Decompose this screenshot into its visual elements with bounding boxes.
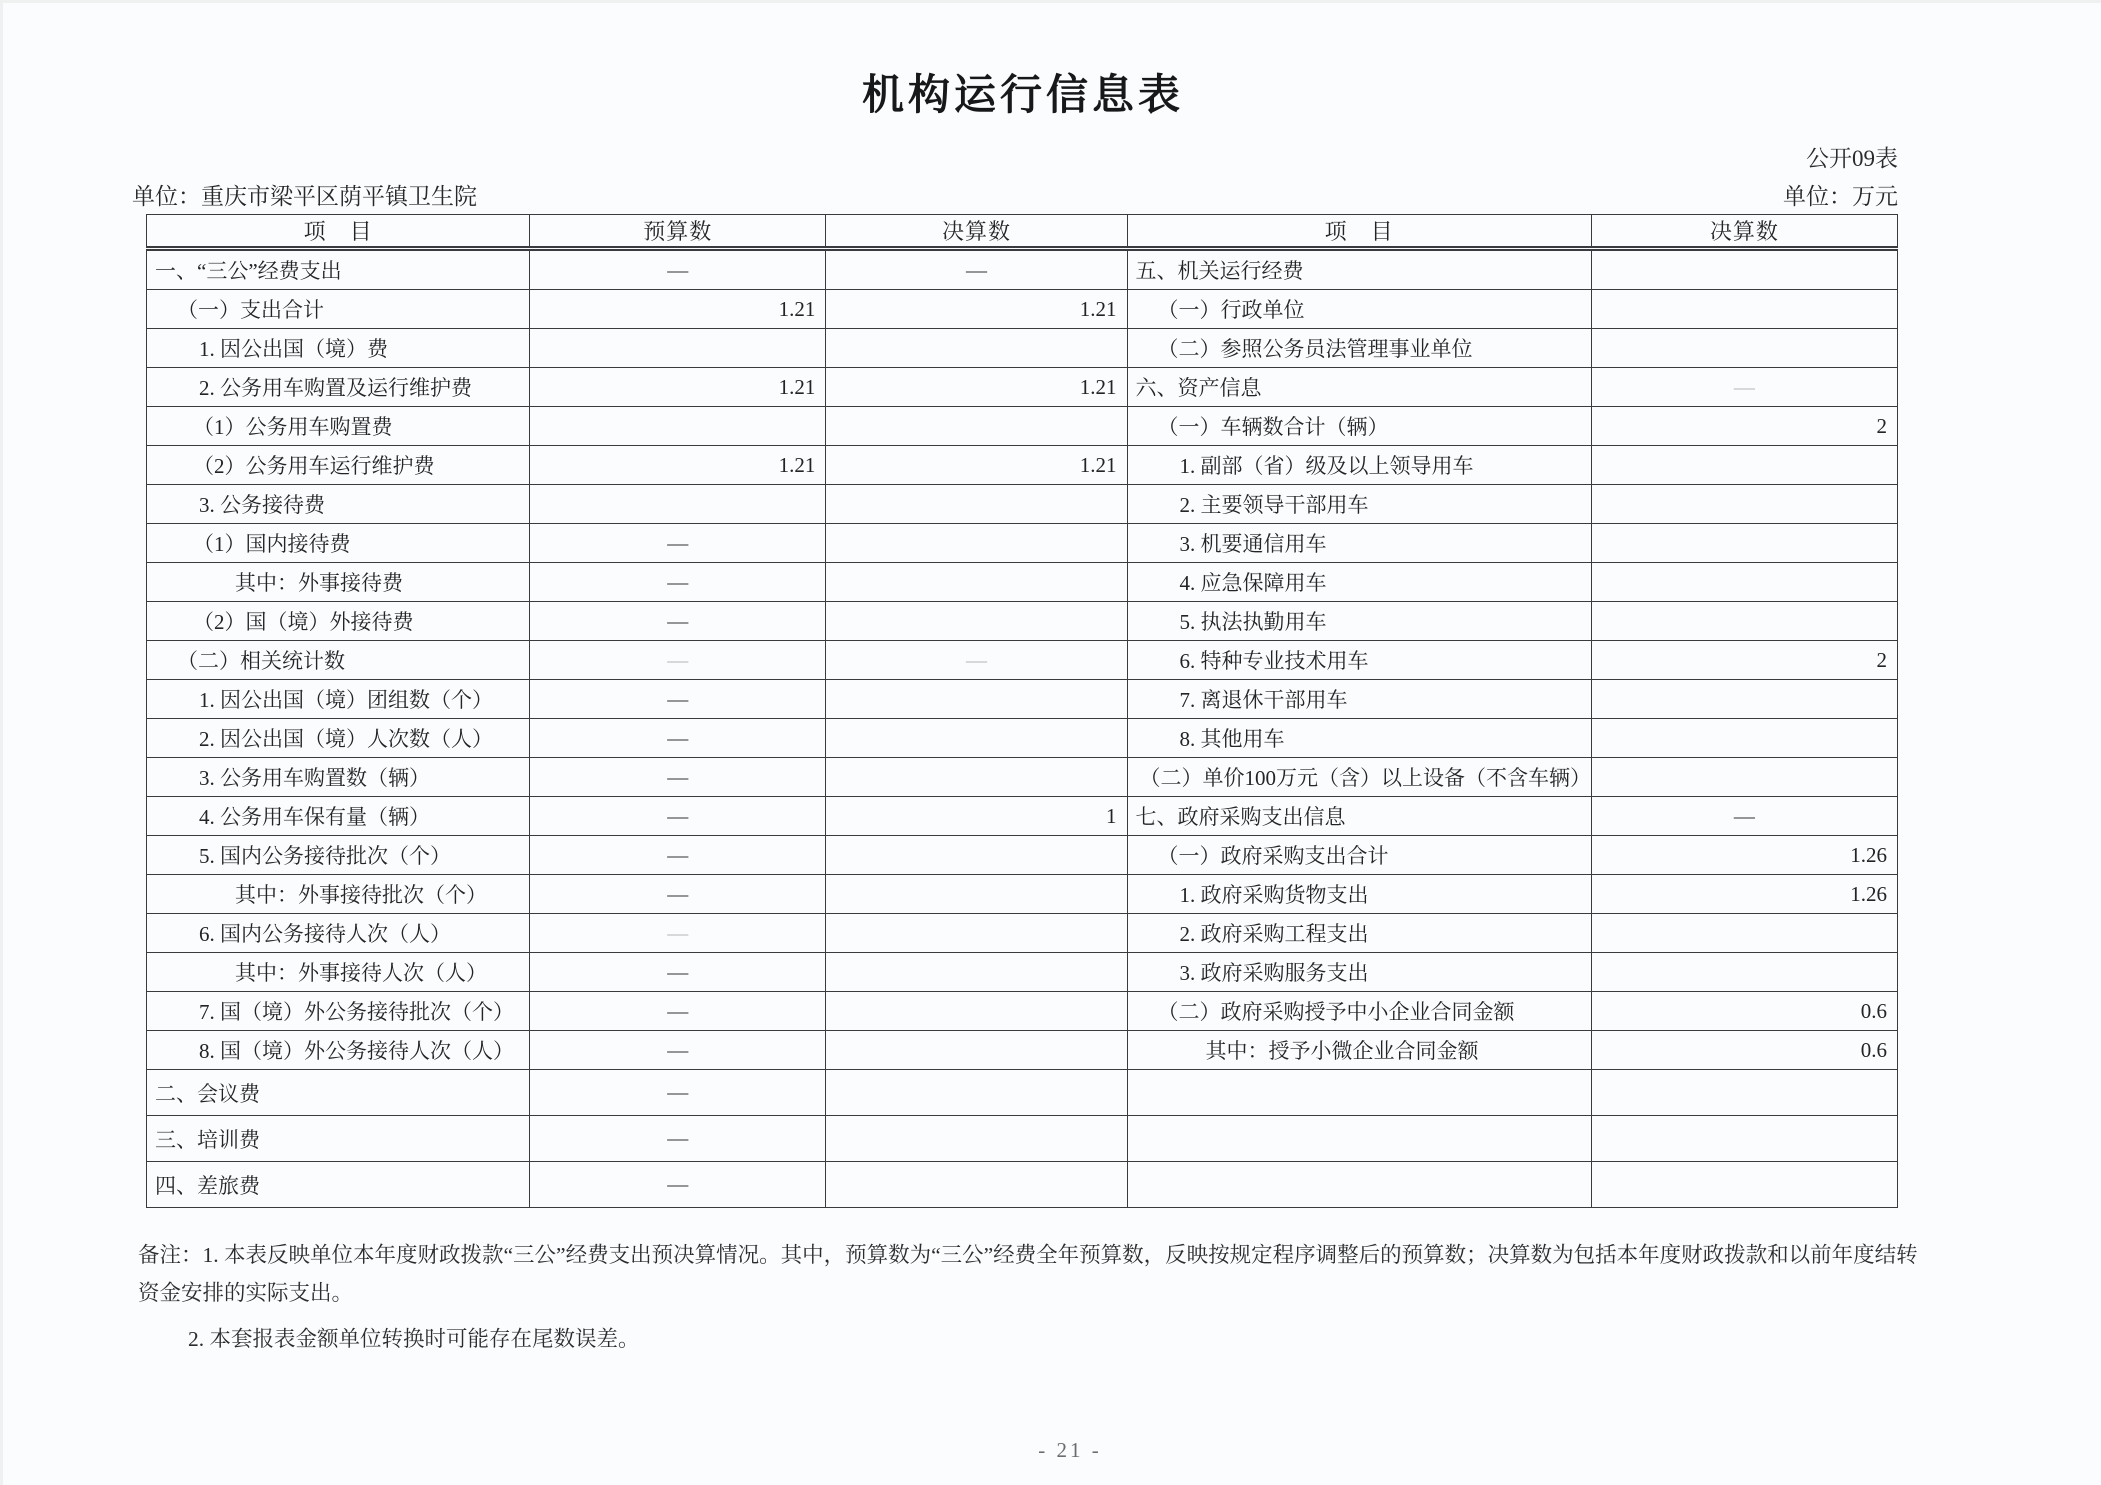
table-row — [147, 1031, 1898, 1070]
right-final-value-cell — [1591, 602, 1897, 641]
right-final-value-cell — [1591, 446, 1897, 485]
right-item-label-cell: 六、资产信息 — [1127, 368, 1591, 407]
right-item-label-cell: 1. 副部（省）级及以上领导用车 — [1127, 446, 1591, 485]
table-row — [147, 249, 1898, 290]
item-label-cell: 其中：外事接待批次（个） — [147, 875, 530, 914]
budget-value-cell: — — [530, 719, 826, 758]
budget-value-cell: — — [530, 1162, 826, 1208]
final-value-cell — [826, 602, 1127, 641]
right-item-label-cell: 7. 离退休干部用车 — [1127, 680, 1591, 719]
right-item-label-cell — [1127, 1162, 1591, 1208]
budget-value-cell: — — [530, 1116, 826, 1162]
item-label-cell: 一、“三公”经费支出 — [147, 249, 530, 290]
final-value-cell — [826, 875, 1127, 914]
item-label-cell: 三、培训费 — [147, 1116, 530, 1162]
currency-unit: 单位：万元 — [1783, 184, 1898, 209]
right-final-value-cell — [1591, 249, 1897, 290]
right-final-value-cell: 1.26 — [1591, 836, 1897, 875]
final-value-cell — [826, 719, 1127, 758]
right-final-value-cell — [1591, 1162, 1897, 1208]
header-final: 决算数 — [826, 215, 1127, 249]
final-value-cell — [826, 407, 1127, 446]
final-value-cell — [826, 1162, 1127, 1208]
table-row — [147, 563, 1898, 602]
budget-value-cell: — — [530, 758, 826, 797]
budget-value-cell: — — [530, 1031, 826, 1070]
scan-edge-artifact — [0, 0, 2101, 3]
right-item-label-cell: 6. 特种专业技术用车 — [1127, 641, 1591, 680]
right-item-label-cell: （二）政府采购授予中小企业合同金额 — [1127, 992, 1591, 1031]
scan-edge-artifact — [0, 0, 3, 1485]
right-final-value-cell: — — [1591, 368, 1897, 407]
table-row — [147, 1070, 1898, 1116]
final-value-cell — [826, 1070, 1127, 1116]
page-title: 机构运行信息表 — [861, 73, 1184, 119]
table-row — [147, 1162, 1898, 1208]
right-final-value-cell — [1591, 1116, 1897, 1162]
right-final-value-cell — [1591, 758, 1897, 797]
form-number: 公开09表 — [1806, 146, 1898, 171]
right-item-label-cell: 4. 应急保障用车 — [1127, 563, 1591, 602]
right-final-value-cell: 0.6 — [1591, 1031, 1897, 1070]
footnote-line-3: 2. 本套报表金额单位转换时可能存在尾数误差。 — [188, 1327, 640, 1351]
item-label-cell: （2）公务用车运行维护费 — [147, 446, 530, 485]
table-row — [147, 641, 1898, 680]
footnote-line-1: 备注：1. 本表反映单位本年度财政拨款“三公”经费支出预决算情况。其中，预算数为“三公”经费全年预算数，反映按规定程序调整后的预算数；决算数为包括本年度财政拨款和以前年度结转 — [138, 1243, 1918, 1267]
budget-value-cell: — — [530, 1070, 826, 1116]
final-value-cell: 1.21 — [826, 290, 1127, 329]
item-label-cell: 2. 因公出国（境）人次数（人） — [147, 719, 530, 758]
item-label-cell: （二）相关统计数 — [147, 641, 530, 680]
item-label-cell: 5. 国内公务接待批次（个） — [147, 836, 530, 875]
budget-value-cell: 1.21 — [530, 290, 826, 329]
header-budget: 预算数 — [530, 215, 826, 249]
final-value-cell — [826, 563, 1127, 602]
right-item-label-cell: 七、政府采购支出信息 — [1127, 797, 1591, 836]
table-row — [147, 914, 1898, 953]
item-label-cell: 8. 国（境）外公务接待人次（人） — [147, 1031, 530, 1070]
right-final-value-cell — [1591, 329, 1897, 368]
right-item-label-cell: （一）政府采购支出合计 — [1127, 836, 1591, 875]
item-label-cell: （1）公务用车购置费 — [147, 407, 530, 446]
budget-value-cell: 1.21 — [530, 368, 826, 407]
right-final-value-cell — [1591, 953, 1897, 992]
operations-info-table — [146, 214, 1898, 1208]
final-value-cell — [826, 1116, 1127, 1162]
budget-value-cell — [530, 329, 826, 368]
item-label-cell: 6. 国内公务接待人次（人） — [147, 914, 530, 953]
right-item-label-cell: 2. 主要领导干部用车 — [1127, 485, 1591, 524]
right-final-value-cell — [1591, 524, 1897, 563]
final-value-cell — [826, 524, 1127, 563]
footnote-line-2: 资金安排的实际支出。 — [138, 1281, 354, 1305]
right-final-value-cell: 2 — [1591, 407, 1897, 446]
table-row — [147, 758, 1898, 797]
final-value-cell: 1.21 — [826, 446, 1127, 485]
table-row — [147, 953, 1898, 992]
header-final-right: 决算数 — [1591, 215, 1897, 249]
item-label-cell: 1. 因公出国（境）团组数（个） — [147, 680, 530, 719]
table-row — [147, 524, 1898, 563]
final-value-cell — [826, 953, 1127, 992]
budget-value-cell: — — [530, 953, 826, 992]
budget-value-cell: — — [530, 524, 826, 563]
right-final-value-cell: — — [1591, 797, 1897, 836]
table-row — [147, 485, 1898, 524]
table-row — [147, 329, 1898, 368]
right-final-value-cell — [1591, 563, 1897, 602]
budget-value-cell: — — [530, 992, 826, 1031]
item-label-cell: 二、会议费 — [147, 1070, 530, 1116]
table-row — [147, 719, 1898, 758]
table-header-row — [147, 215, 1898, 249]
right-final-value-cell — [1591, 914, 1897, 953]
item-label-cell: 其中：外事接待人次（人） — [147, 953, 530, 992]
budget-value-cell: — — [530, 797, 826, 836]
right-final-value-cell — [1591, 680, 1897, 719]
header-item-right: 项 目 — [1127, 215, 1591, 249]
right-item-label-cell: 五、机关运行经费 — [1127, 249, 1591, 290]
final-value-cell — [826, 992, 1127, 1031]
final-value-cell — [826, 485, 1127, 524]
table-row — [147, 1116, 1898, 1162]
final-value-cell: 1 — [826, 797, 1127, 836]
right-item-label-cell: （一）行政单位 — [1127, 290, 1591, 329]
right-item-label-cell — [1127, 1070, 1591, 1116]
right-item-label-cell: 8. 其他用车 — [1127, 719, 1591, 758]
budget-value-cell: — — [530, 563, 826, 602]
table-row — [147, 680, 1898, 719]
budget-value-cell: — — [530, 680, 826, 719]
final-value-cell — [826, 329, 1127, 368]
budget-value-cell: — — [530, 602, 826, 641]
budget-value-cell: — — [530, 641, 826, 680]
item-label-cell: 其中：外事接待费 — [147, 563, 530, 602]
table-row — [147, 290, 1898, 329]
item-label-cell: 四、差旅费 — [147, 1162, 530, 1208]
right-item-label-cell — [1127, 1116, 1591, 1162]
budget-value-cell: — — [530, 914, 826, 953]
right-item-label-cell: 2. 政府采购工程支出 — [1127, 914, 1591, 953]
budget-value-cell: 1.21 — [530, 446, 826, 485]
right-item-label-cell: 其中：授予小微企业合同金额 — [1127, 1031, 1591, 1070]
right-item-label-cell: （二）单价100万元（含）以上设备（不含车辆） — [1127, 758, 1591, 797]
item-label-cell: 3. 公务用车购置数（辆） — [147, 758, 530, 797]
final-value-cell — [826, 1031, 1127, 1070]
right-final-value-cell — [1591, 1070, 1897, 1116]
table-row — [147, 797, 1898, 836]
item-label-cell: 7. 国（境）外公务接待批次（个） — [147, 992, 530, 1031]
final-value-cell — [826, 758, 1127, 797]
page-number: - 21 - — [1038, 1438, 1102, 1462]
right-final-value-cell — [1591, 290, 1897, 329]
item-label-cell: 2. 公务用车购置及运行维护费 — [147, 368, 530, 407]
right-final-value-cell: 0.6 — [1591, 992, 1897, 1031]
right-item-label-cell: 1. 政府采购货物支出 — [1127, 875, 1591, 914]
table-row — [147, 875, 1898, 914]
header-item-left: 项 目 — [147, 215, 530, 249]
item-label-cell: 1. 因公出国（境）费 — [147, 329, 530, 368]
item-label-cell: 3. 公务接待费 — [147, 485, 530, 524]
right-item-label-cell: 3. 机要通信用车 — [1127, 524, 1591, 563]
table-row — [147, 992, 1898, 1031]
right-item-label-cell: 3. 政府采购服务支出 — [1127, 953, 1591, 992]
table-body — [147, 249, 1898, 1208]
budget-value-cell: — — [530, 249, 826, 290]
organization-name: 单位：重庆市梁平区荫平镇卫生院 — [132, 184, 477, 209]
budget-value-cell: — — [530, 836, 826, 875]
item-label-cell: （2）国（境）外接待费 — [147, 602, 530, 641]
right-final-value-cell — [1591, 719, 1897, 758]
budget-value-cell — [530, 485, 826, 524]
item-label-cell: 4. 公务用车保有量（辆） — [147, 797, 530, 836]
table-row — [147, 407, 1898, 446]
right-item-label-cell: （一）车辆数合计（辆） — [1127, 407, 1591, 446]
final-value-cell: 1.21 — [826, 368, 1127, 407]
item-label-cell: （一）支出合计 — [147, 290, 530, 329]
right-final-value-cell: 1.26 — [1591, 875, 1897, 914]
budget-value-cell — [530, 407, 826, 446]
table-row — [147, 836, 1898, 875]
right-final-value-cell: 2 — [1591, 641, 1897, 680]
final-value-cell — [826, 914, 1127, 953]
final-value-cell — [826, 836, 1127, 875]
budget-value-cell: — — [530, 875, 826, 914]
table-row — [147, 602, 1898, 641]
final-value-cell: — — [826, 249, 1127, 290]
right-item-label-cell: （二）参照公务员法管理事业单位 — [1127, 329, 1591, 368]
table-row — [147, 446, 1898, 485]
right-item-label-cell: 5. 执法执勤用车 — [1127, 602, 1591, 641]
final-value-cell: — — [826, 641, 1127, 680]
table-row — [147, 368, 1898, 407]
final-value-cell — [826, 680, 1127, 719]
right-final-value-cell — [1591, 485, 1897, 524]
item-label-cell: （1）国内接待费 — [147, 524, 530, 563]
